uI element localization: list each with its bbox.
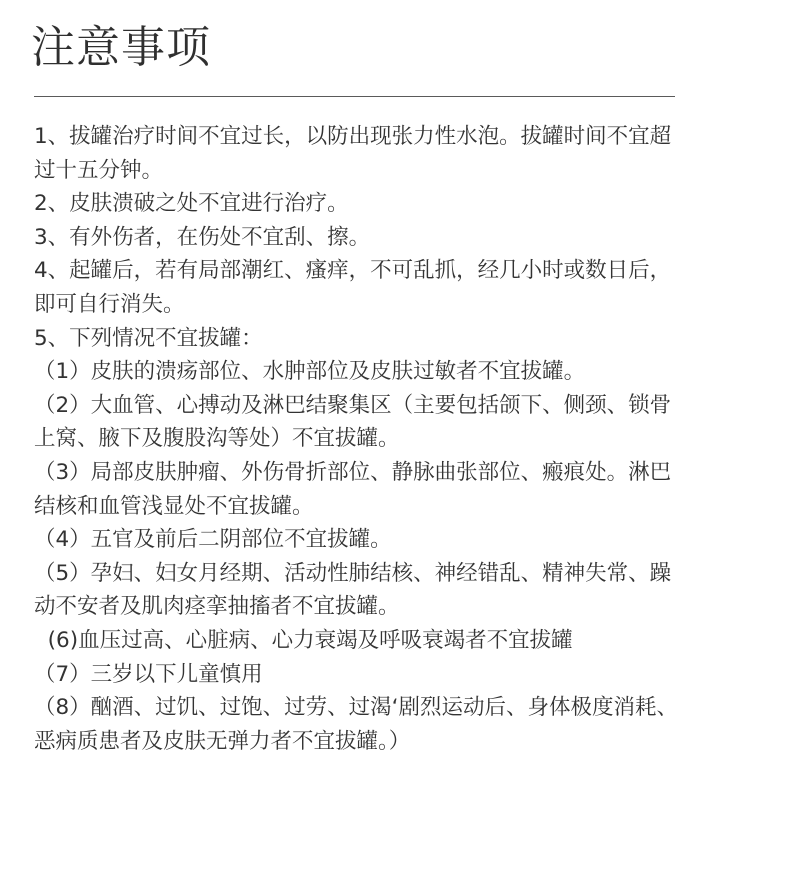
- page-title: 注意事项: [31, 22, 211, 73]
- title-divider: [34, 96, 675, 97]
- notice-line-3: 2、皮肤溃破之处不宜进行治疗。: [34, 191, 349, 217]
- notice-line-11: （3）局部皮肤肿瘤、外伤骨折部位、静脉曲张部位、瘢痕处。淋巴: [34, 459, 672, 485]
- notice-line-2: 过十五分钟。: [34, 157, 164, 183]
- notice-line-10: 上窝、腋下及腹股沟等处）不宜拔罐。: [34, 426, 400, 452]
- notice-line-14: （5）孕妇、妇女月经期、活动性肺结核、神经错乱、精神失常、躁: [34, 560, 672, 586]
- notice-line-5: 4、起罐后，若有局部潮红、瘙痒，不可乱抓，经几小时或数日后，: [34, 258, 672, 284]
- notice-line-7: 5、下列情况不宜拔罐：: [34, 325, 263, 351]
- notice-line-13: （4）五官及前后二阴部位不宜拔罐。: [34, 527, 392, 553]
- notice-line-1: 1、拔罐治疗时间不宜过长，以防出现张力性水泡。拔罐时间不宜超: [34, 124, 672, 149]
- notice-line-19: 恶病质患者及皮肤无弹力者不宜拔罐。）: [34, 728, 411, 754]
- notice-line-9: （2）大血管、心搏动及淋巴结聚集区（主要包括颌下、侧颈、锁骨: [34, 392, 672, 418]
- notice-line-4: 3、有外伤者，在伤处不宜刮、擦。: [34, 224, 371, 250]
- notice-line-6: 即可自行消失。: [34, 291, 185, 317]
- notice-line-8: （1）皮肤的溃疡部位、水肿部位及皮肤过敏者不宜拔罐。: [34, 359, 586, 385]
- notice-line-16: (6)血压过高、心脏病、心力衰竭及呼吸衰竭者不宜拔罐: [34, 627, 573, 653]
- notice-line-15: 动不安者及肌肉痉挛抽搐者不宜拔罐。: [34, 594, 400, 620]
- notice-line-17: （7）三岁以下儿童慎用: [34, 661, 263, 687]
- notice-line-12: 结核和血管浅显处不宜拔罐。: [34, 493, 314, 519]
- notice-line-18: （8）酗酒、过饥、过饱、过劳、过渴‘剧烈运动后、身体极度消耗、: [34, 695, 679, 721]
- notice-body: [34, 120, 754, 758]
